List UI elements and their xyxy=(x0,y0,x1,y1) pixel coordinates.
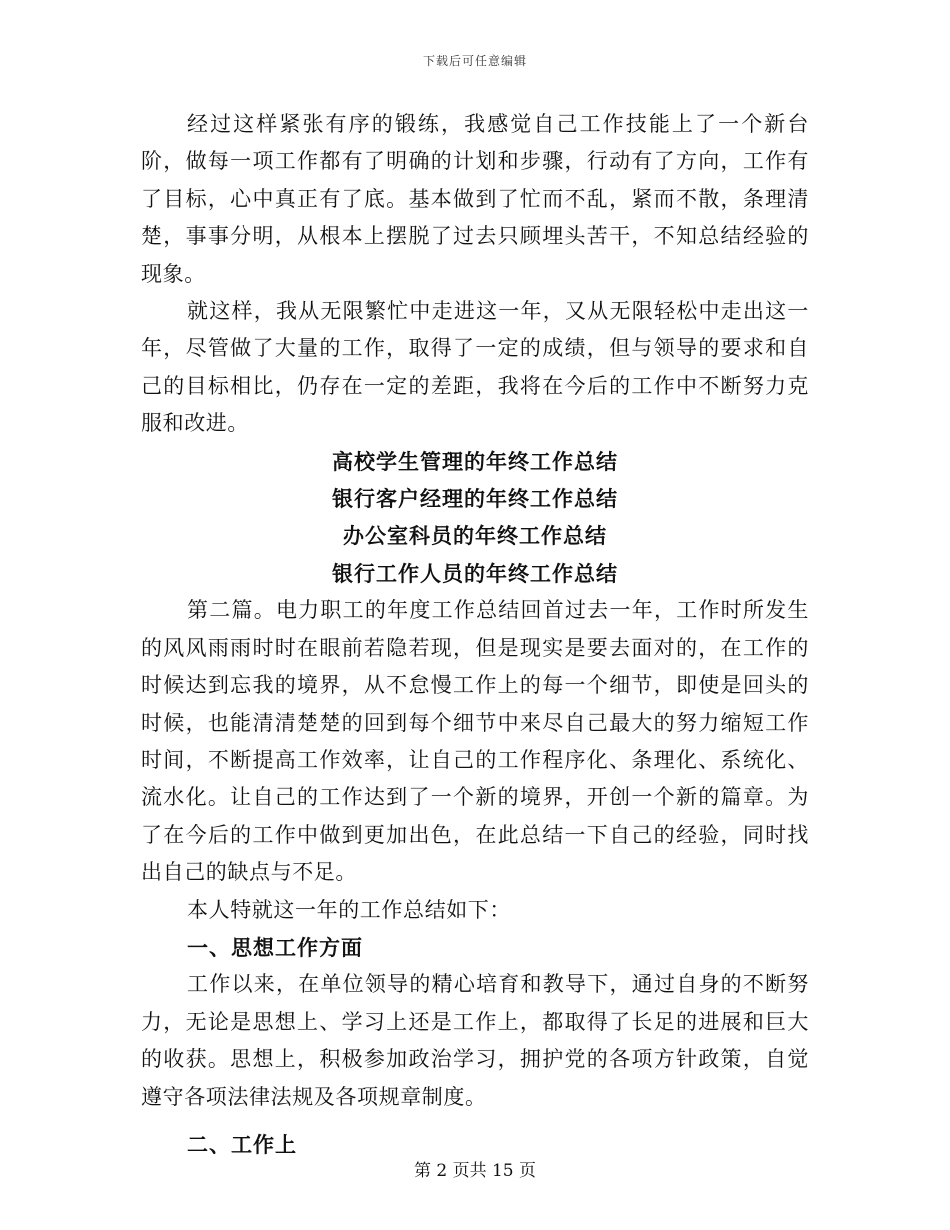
section-heading-work: 二、工作上 xyxy=(187,1131,297,1157)
related-title-1: 高校学生管理的年终工作总结 xyxy=(332,448,618,474)
paragraph-year-review: 就这样，我从无限繁忙中走进这一年，又从无限轻松中走出这一年，尽管做了大量的工作，取得了一定的成绩，但与领导的要求和自己的目标相比，仍存在一定的差距，我将在今后的工作中不断努力克服和改进。 xyxy=(141,299,809,436)
paragraph-thought-work: 工作以来，在单位领导的精心培育和教导下，通过自身的不断努力，无论是思想上、学习上还是工作上，都取得了长足的进展和巨大的收获。思想上，积极参加政治学习，拥护党的各项方针政策，自觉遵守各项法律法规及各项规章制度。 xyxy=(141,972,809,1109)
page-header: 下载后可任意编辑 xyxy=(422,54,527,68)
document-body xyxy=(141,106,809,1163)
related-title-2: 银行客户经理的年终工作总结 xyxy=(332,486,618,512)
paragraph-training-summary: 经过这样紧张有序的锻练，我感觉自己工作技能上了一个新台阶，做每一项工作都有了明确的计划和步骤，行动有了方向，工作有了目标，心中真正有了底。基本做到了忙而不乱，紧而不散，条理清楚，事事分明，从根本上摆脱了过去只顾埋头苦干，不知总结经验的现象。 xyxy=(141,112,809,286)
paragraph-second-article: 第二篇。电力职工的年度工作总结回首过去一年，工作时所发生的风风雨雨时时在眼前若隐若现，但是现实是要去面对的，在工作的时候达到忘我的境界，从不怠慢工作上的每一个细节，即使是回头的时候，也能清清楚楚的回到每个细节中来尽自己最大的努力缩短工作时间，不断提高工作效率，让自己的工作程序化、条理化、系统化、流水化。让自己的工作达到了一个新的境界，开创一个新的篇章。为了在今后的工作中做到更加出色，在此总结一下自己的经验，同时找出自己的缺点与不足。 xyxy=(141,598,809,885)
page-number: 第 2 页共 15 页 xyxy=(413,1161,537,1181)
related-titles xyxy=(141,443,809,593)
paragraph-summary-intro: 本人特就这一年的工作总结如下： xyxy=(187,897,511,922)
section-heading-thought: 一、思想工作方面 xyxy=(187,934,363,960)
related-title-3: 办公室科员的年终工作总结 xyxy=(343,523,607,549)
related-title-4: 银行工作人员的年终工作总结 xyxy=(332,560,618,586)
